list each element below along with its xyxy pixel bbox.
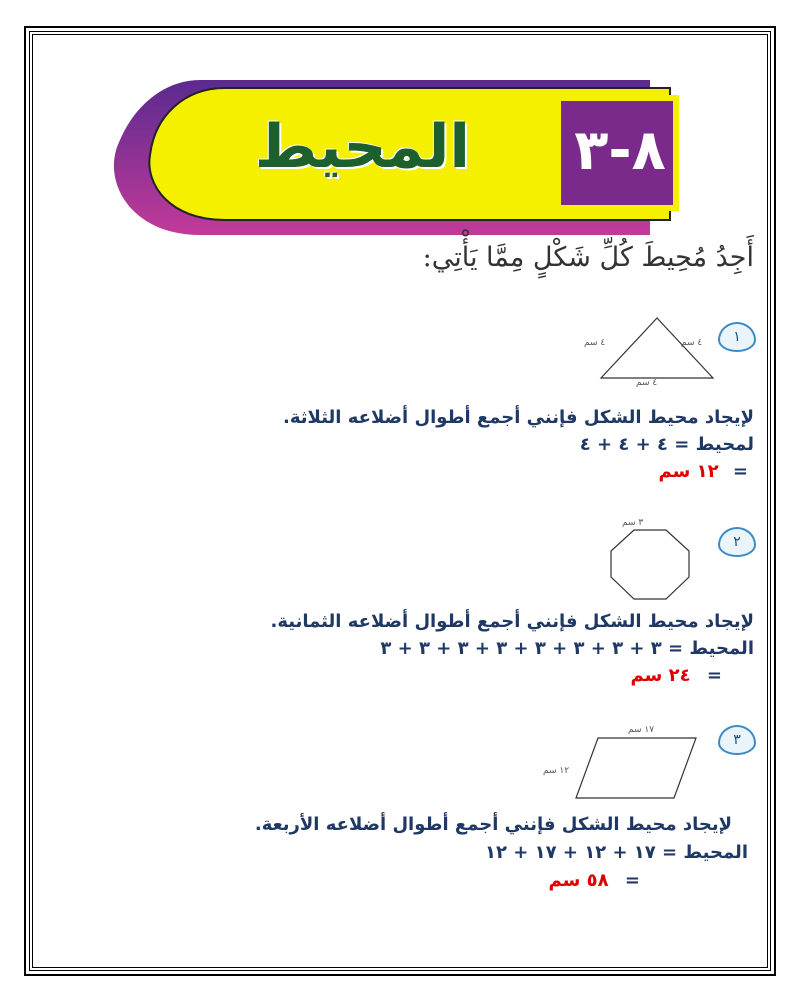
triangle-right-side-label: ٤ سم (681, 338, 703, 348)
exercise-3-explanation: لإيجاد محيط الشكل فإنني أجمع أطوال أضلاعه الأربعة. (254, 814, 732, 835)
exercise-1-explanation: لإيجاد محيط الشكل فإنني أجمع أطوال أضلاعه الثلاثة. (283, 407, 754, 428)
parallelogram-side-label: ١٢ سم (543, 766, 570, 776)
exercise-2-explanation: لإيجاد محيط الشكل فإنني أجمع أطوال أضلاعه الثمانية. (270, 611, 754, 632)
triangle-bottom-side-label: ٤ سم (636, 378, 658, 388)
lesson-number: ٨-٣ (574, 118, 666, 183)
exercise-2-sum: المحيط = ٣ + ٣ + ٣ + ٣ + ٣ + ٣ + ٣ + ٣ (380, 638, 754, 659)
exercise-3-equals: = (624, 870, 640, 891)
octagon-side-label: ٣ سم (622, 518, 644, 528)
exercise-1-sum: لمحيط = ٤ + ٤ + ٤ (579, 434, 754, 455)
exercise-2-result (631, 665, 722, 686)
octagon-figure (605, 525, 695, 605)
exercise-2-answer: ٢٤ سم (630, 665, 691, 686)
exercise-1-result (659, 461, 748, 482)
instruction-heading: أَجِدُ مُحِيطَ كُلِّ شَكْلٍ مِمَّا يَأْتِي: (422, 242, 754, 273)
exercise-1-answer: ١٢ سم (658, 461, 719, 482)
parallelogram-figure (570, 732, 710, 804)
exercise-3-number-badge: ٣ (718, 725, 756, 755)
triangle-figure (595, 315, 725, 390)
exercise-3-sum: المحيط = ١٧ + ١٢ + ١٧ + ١٢ (484, 842, 748, 863)
exercise-2-equals: = (706, 665, 722, 686)
parallelogram-top-label: ١٧ سم (628, 725, 655, 735)
exercise-1-number-badge: ١ (718, 322, 756, 352)
exercise-2-number-badge: ٢ (718, 527, 756, 557)
lesson-title: المحيط (254, 112, 470, 182)
exercise-1-equals: = (732, 461, 748, 482)
exercise-3-answer: ٥٨ سم (548, 870, 609, 891)
triangle-left-side-label: ٤ سم (584, 338, 606, 348)
exercise-3-result (549, 870, 640, 891)
